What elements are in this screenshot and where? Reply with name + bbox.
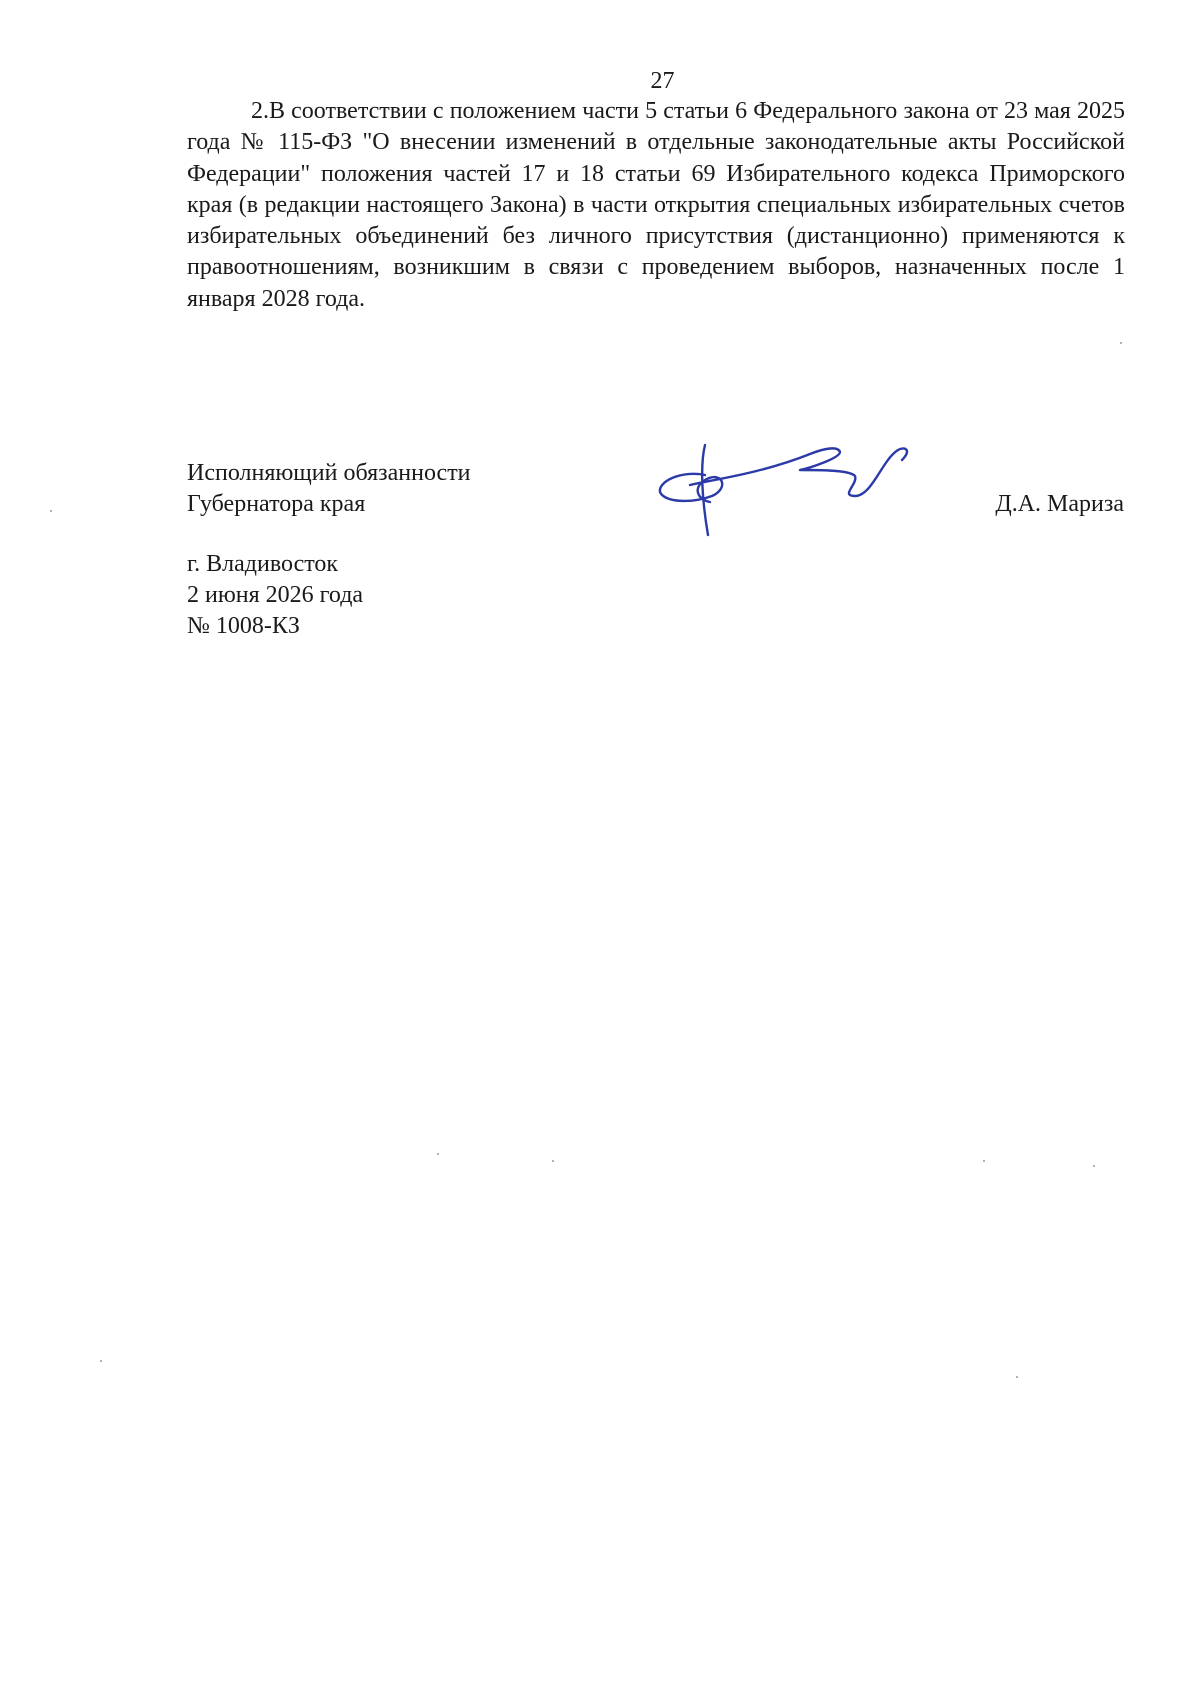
- law-number: № 1008-КЗ: [187, 613, 300, 639]
- scan-speck: [1016, 1376, 1018, 1378]
- scan-speck: [100, 1360, 102, 1362]
- page-number: 27: [650, 68, 675, 94]
- scan-speck: [983, 1160, 985, 1162]
- place-date-number: [187, 549, 363, 642]
- city: г. Владивосток: [187, 551, 339, 577]
- paragraph-text: 2.В соответствии с положением части 5 статьи 6 Федерального закона от 23 мая 2025 года № 115-ФЗ "О внесении изменений в отдельные законодательные акты Российской Федерации" положения частей 17 и 18 статьи 69 Избирательного кодекса Приморского края (в редакции настоящего Закона) в части открытия специальных избирательных счетов избирательных объединений без личного присутствия (дистанционно) применяются к правоотношениям, возникшим в связи с проведением выборов, назначенных после 1 января 2028 года.: [187, 98, 1125, 312]
- signer-name: Д.А. Мариза: [995, 491, 1124, 517]
- signatory-title: [187, 458, 471, 520]
- handwritten-signature: [650, 440, 930, 540]
- scan-speck: [437, 1153, 439, 1155]
- scan-speck: [1120, 342, 1122, 344]
- scan-speck: [50, 510, 52, 512]
- scan-speck: [1093, 1165, 1095, 1167]
- law-paragraph: [187, 96, 1125, 315]
- law-date: 2 июня 2026 года: [187, 582, 364, 608]
- signatory-title-line1: Исполняющий обязанности: [187, 460, 471, 486]
- signatory-title-line2: Губернатора края: [187, 491, 366, 517]
- scan-speck: [552, 1160, 554, 1162]
